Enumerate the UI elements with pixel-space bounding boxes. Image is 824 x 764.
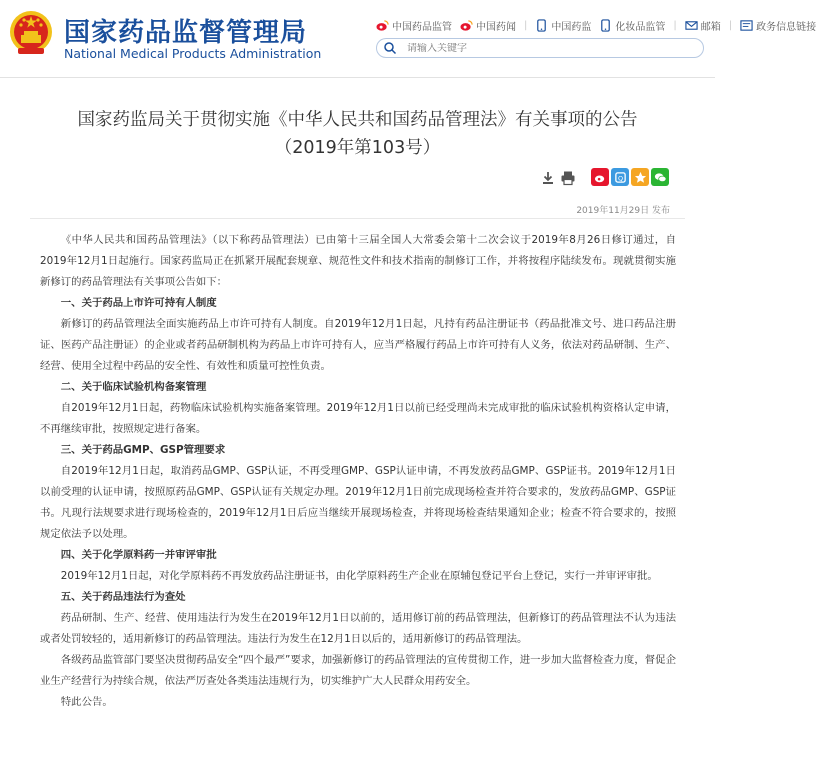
link-label: 中国药监 <box>551 22 592 33</box>
section-heading: 三、关于药品GMP、GSP管理要求 <box>60 444 226 456</box>
print-icon[interactable] <box>560 170 576 186</box>
search-input[interactable] <box>407 43 677 54</box>
share-qq-icon[interactable] <box>611 168 629 186</box>
site-header <box>0 0 817 76</box>
weibo-icon <box>376 19 389 32</box>
phone-icon <box>535 19 548 32</box>
share-weibo-icon[interactable] <box>591 168 609 186</box>
phone-icon <box>599 19 612 32</box>
paragraph: 新修订的药品管理法全面实施药品上市许可持有人制度。自2019年12月1日起，凡持有药品注册证书（药品批准文号、进口药品注册证、医药产品注册证）的企业或者药品研制机构为药品上市许可持有人，应当严格履行药品上市许可持有人义务，依法对药品研制、生产、经营、使用全过程中药品的安全性、有效性和质量可控性负责。 <box>40 318 676 372</box>
link-label: 中国药品监管 <box>392 22 452 33</box>
site-name-en: National Medical Products Administration <box>64 46 322 61</box>
section-heading: 二、关于临床试验机构备案管理 <box>60 381 207 393</box>
weibo-icon <box>460 19 473 32</box>
paragraph: 《中华人民共和国药品管理法》（以下称药品管理法）已由第十三届全国人大常委会第十二次会议于2019年8月26日修订通过，自2019年12月1日起施行。国家药监局正在抓紧开展配套规章、规范性文件和技术指南的制修订工作，并将按程序陆续发布。现就贯彻实施新修订的药品管理法有关事项公告如下： <box>40 234 676 288</box>
article-tools <box>540 170 580 186</box>
paragraph: 自2019年12月1日起，药物临床试验机构实施备案管理。2019年12月1日以前已经受理尚未完成审批的临床试验机构资格认定申请，不再继续审批，按照规定进行备案。 <box>40 402 676 435</box>
national-emblem-icon <box>8 8 54 58</box>
link-label: 化妆品监管 <box>615 22 666 33</box>
link-weibo-2[interactable] <box>460 18 516 33</box>
section-heading: 五、关于药品违法行为查处 <box>60 591 186 603</box>
section-heading: 一、关于药品上市许可持有人制度 <box>60 297 217 309</box>
paragraph: 特此公告。 <box>60 696 113 708</box>
share-qzone-icon[interactable] <box>631 168 649 186</box>
svg-text:Q: Q <box>617 173 623 182</box>
link-gov-info[interactable] <box>740 18 816 33</box>
search-icon[interactable] <box>383 41 397 55</box>
share-buttons <box>589 168 669 186</box>
link-label: 政务信息链接 <box>756 22 817 33</box>
site-name-cn[interactable]: 国家药品监督管理局 <box>64 18 308 48</box>
link-mail[interactable] <box>685 18 721 33</box>
link-weibo-1[interactable] <box>376 18 452 33</box>
section-heading: 四、关于化学原料药一并审评审批 <box>60 549 217 561</box>
share-wechat-icon[interactable] <box>651 168 669 186</box>
download-icon[interactable] <box>540 170 556 186</box>
paragraph: 各级药品监管部门要坚决贯彻药品安全“四个最严”要求，加强新修订的药品管理法的宣传贯彻工作，进一步加大监督检查力度，督促企业生产经营行为持续合规，依法严厉查处各类违法违规行为，切实维护广大人民群众用药安全。 <box>40 654 676 687</box>
page-subtitle: （2019年第103号） <box>274 138 441 158</box>
link-icon <box>740 19 753 32</box>
link-label: 邮箱 <box>700 22 721 33</box>
article-body <box>40 230 676 713</box>
link-app-2[interactable] <box>599 18 665 33</box>
page-title: 国家药监局关于贯彻实施《中华人民共和国药品管理法》有关事项的公告 <box>77 110 638 130</box>
paragraph: 药品研制、生产、经营、使用违法行为发生在2019年12月1日以前的，适用修订前的药品管理法，但新修订的药品管理法不认为违法或者处罚较轻的，适用新修订的药品管理法。违法行为发生在12月1日以后的，适用新修订的药品管理法。 <box>40 612 676 645</box>
mail-icon <box>685 19 698 32</box>
link-app-1[interactable] <box>535 18 591 33</box>
title-divider <box>30 218 685 219</box>
top-links: 中国药品监管 中国药闻 | 中国药监 化妆品监管 | 邮箱 | 政务信息链接 <box>376 18 824 33</box>
paragraph: 2019年12月1日起，对化学原料药不再发放药品注册证书，由化学原料药生产企业在原辅包登记平台上登记，实行一并审评审批。 <box>60 570 658 582</box>
link-label: 中国药闻 <box>476 22 516 33</box>
search-box[interactable] <box>376 38 704 58</box>
header-divider <box>0 77 715 78</box>
paragraph: 自2019年12月1日起，取消药品GMP、GSP认证，不再受理GMP、GSP认证申请，不再发放药品GMP、GSP证书。2019年12月1日以前受理的认证申请，按照原药品GMP、GSP认证有关规定办理。2019年12月1日前完成现场检查并符合要求的，发放药品GMP、GSP证书。凡现行法规要求进行现场检查的，2019年12月1日后应当继续开展现场检查，并将现场检查结果通知企业；检查不符合要求的，按照规定依法予以处理。 <box>40 465 676 540</box>
publish-date: 2019年11月29日 发布 <box>576 206 670 216</box>
